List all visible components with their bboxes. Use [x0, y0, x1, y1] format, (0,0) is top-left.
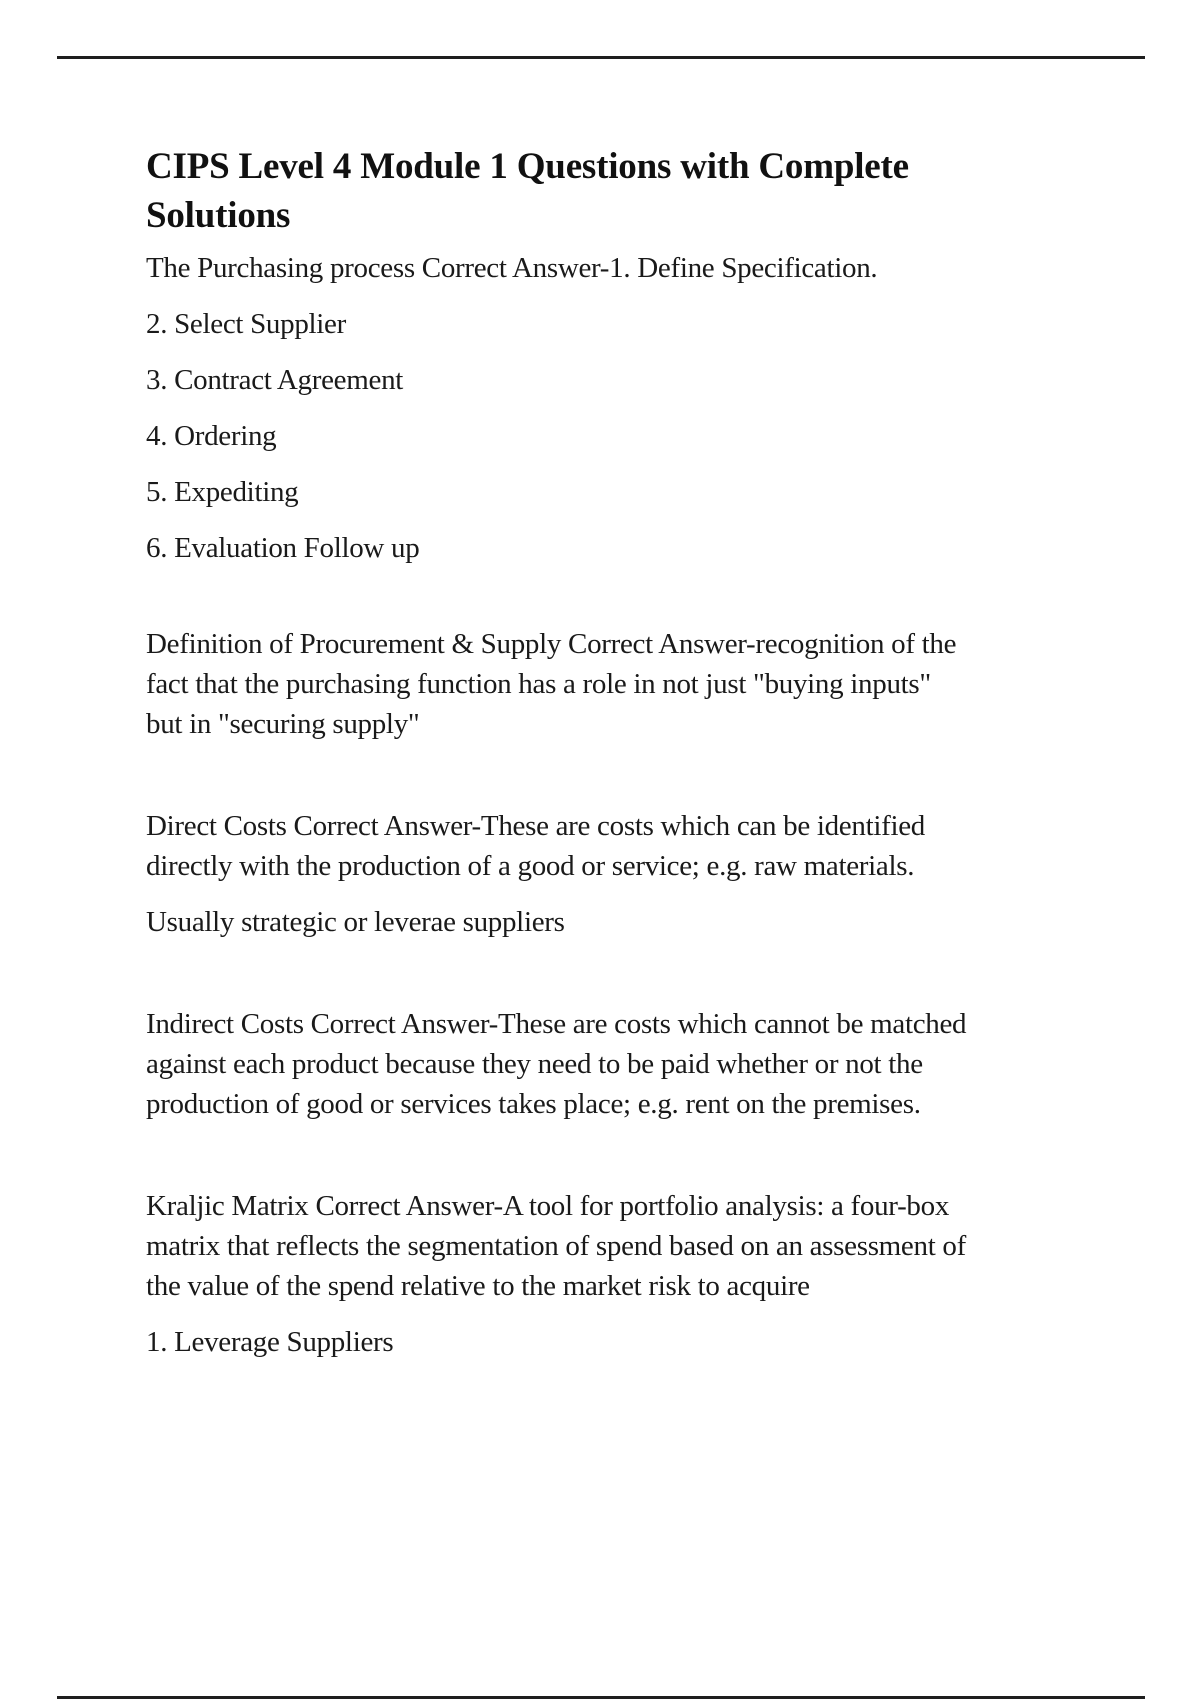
indirect-costs-line-3: production of good or services takes place; e.g. rent on the premises. [146, 1088, 921, 1120]
definition-line-1: Definition of Procurement & Supply Correct Answer-recognition of the [146, 628, 957, 660]
direct-costs-note: Usually strategic or leverae suppliers [146, 906, 565, 938]
indirect-costs-line-1: Indirect Costs Correct Answer-These are costs which cannot be matched [146, 1008, 967, 1040]
direct-costs-line-1: Direct Costs Correct Answer-These are costs which can be identified [146, 810, 925, 842]
direct-costs-paragraph [146, 806, 1106, 886]
qa-kraljic-matrix [146, 1186, 1106, 1362]
document-body [146, 142, 1106, 1362]
purchasing-step-4: 4. Ordering [146, 420, 277, 452]
purchasing-step-5: 5. Expediting [146, 476, 299, 508]
definition-line-2: fact that the purchasing function has a role in not just "buying inputs" [146, 668, 931, 700]
purchasing-answer-line: The Purchasing process Correct Answer-1. Define Specification. [146, 252, 878, 284]
purchasing-step-6: 6. Evaluation Follow up [146, 532, 420, 564]
definition-paragraph [146, 624, 1106, 744]
qa-definition-procurement [146, 624, 1106, 744]
kraljic-paragraph [146, 1186, 1106, 1306]
footer-rule [57, 1696, 1145, 1699]
indirect-costs-paragraph [146, 1004, 1106, 1124]
indirect-costs-line-2: against each product because they need to be paid whether or not the [146, 1048, 923, 1080]
qa-direct-costs [146, 806, 1106, 942]
header-rule [57, 56, 1145, 59]
definition-line-3: but in "securing supply" [146, 708, 420, 740]
direct-costs-line-2: directly with the production of a good or service; e.g. raw materials. [146, 850, 915, 882]
kraljic-line-2: matrix that reflects the segmentation of spend based on an assessment of [146, 1230, 966, 1262]
kraljic-line-3: the value of the spend relative to the market risk to acquire [146, 1270, 810, 1302]
purchasing-step-3: 3. Contract Agreement [146, 364, 404, 396]
title-line-1: CIPS Level 4 Module 1 Questions with Complete [146, 146, 909, 187]
kraljic-line-1: Kraljic Matrix Correct Answer-A tool for portfolio analysis: a four-box [146, 1190, 950, 1222]
title-line-2: Solutions [146, 195, 291, 236]
purchasing-step-2: 2. Select Supplier [146, 308, 346, 340]
kraljic-list-item-1: 1. Leverage Suppliers [146, 1326, 394, 1358]
page-title [146, 142, 1106, 240]
qa-indirect-costs [146, 1004, 1106, 1124]
qa-purchasing-process [146, 248, 1106, 568]
